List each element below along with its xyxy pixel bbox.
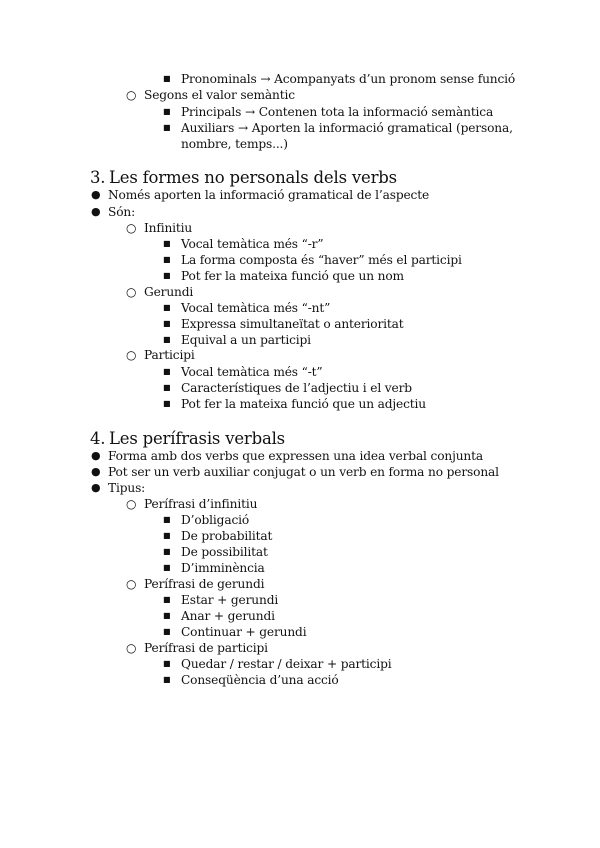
bullet-disc: ● (91, 465, 101, 478)
bullet-square: ■ (163, 531, 171, 540)
bullet-square: ■ (163, 319, 171, 328)
list-item: Estar + gerundi (181, 593, 279, 607)
bullet-square: ■ (163, 563, 171, 572)
bullet-square: ■ (163, 399, 171, 408)
bullet-square: ■ (163, 611, 171, 620)
list-item: Quedar / restar / deixar + participi (181, 657, 392, 671)
bullet-square: ■ (163, 335, 171, 344)
bullet-disc: ● (91, 205, 101, 218)
bullet-circle: ○ (126, 348, 137, 362)
list-item: La forma composta és “haver” més el participi (181, 253, 462, 267)
bullet-square: ■ (163, 271, 171, 280)
list-item: Perífrasi de gerundi (144, 577, 265, 591)
list-item: De probabilitat (181, 529, 273, 543)
list-item: Només aporten la informació gramatical de l’aspecte (108, 188, 430, 202)
bullet-square: ■ (163, 547, 171, 556)
list-item: D’imminència (181, 561, 265, 575)
list-item: Participi (144, 348, 195, 362)
list-item: Infinitiu (144, 221, 193, 235)
list-item: Conseqüència d’una acció (181, 673, 339, 687)
list-item: Equival a un participi (181, 333, 311, 347)
list-item: Són: (108, 205, 136, 219)
list-item: De possibilitat (181, 545, 268, 559)
section-number: 3. (90, 168, 106, 187)
list-item: Vocal temàtica més “-nt” (181, 301, 331, 315)
list-item: Pot fer la mateixa funció que un nom (181, 269, 404, 283)
bullet-square: ■ (163, 595, 171, 604)
list-item: D’obligació (181, 513, 250, 527)
bullet-disc: ● (91, 449, 101, 462)
list-item: Segons el valor semàntic (144, 88, 295, 102)
bullet-circle: ○ (126, 221, 137, 235)
bullet-disc: ● (91, 188, 101, 201)
bullet-square: ■ (163, 123, 171, 132)
list-item: Forma amb dos verbs que expressen una idea verbal conjunta (108, 449, 483, 463)
list-item: Vocal temàtica més “-t” (181, 365, 323, 379)
section-number: 4. (90, 429, 106, 448)
list-item: Continuar + gerundi (181, 625, 307, 639)
bullet-square: ■ (163, 515, 171, 524)
bullet-square: ■ (163, 303, 171, 312)
bullet-square: ■ (163, 627, 171, 636)
bullet-disc: ● (91, 481, 101, 494)
list-item: Pronominals → Acompanyats d’un pronom sense funció (181, 72, 516, 86)
bullet-square: ■ (163, 675, 171, 684)
bullet-square: ■ (163, 255, 171, 264)
bullet-circle: ○ (126, 497, 137, 511)
list-item: Perífrasi de participi (144, 641, 268, 655)
list-item: Vocal temàtica més “-r” (181, 237, 324, 251)
bullet-square: ■ (163, 367, 171, 376)
section-title: Les formes no personals dels verbs (109, 168, 397, 187)
list-item: Perífrasi d’infinitiu (144, 497, 258, 511)
list-item: Anar + gerundi (181, 609, 275, 623)
bullet-square: ■ (163, 74, 171, 83)
bullet-circle: ○ (126, 285, 137, 299)
bullet-square: ■ (163, 659, 171, 668)
bullet-square: ■ (163, 107, 171, 116)
list-item: Principals → Contenen tota la informació semàntica (181, 105, 494, 119)
list-item: Tipus: (108, 481, 146, 495)
list-item: Auxiliars → Aporten la informació gramatical (persona, nombre, temps...) (181, 121, 513, 151)
section-title: Les perífrasis verbals (109, 429, 285, 448)
bullet-circle: ○ (126, 577, 137, 591)
bullet-circle: ○ (126, 641, 137, 655)
list-item: Característiques de l’adjectiu i el verb (181, 381, 412, 395)
list-item: Pot ser un verb auxiliar conjugat o un verb en forma no personal (108, 465, 499, 479)
bullet-circle: ○ (126, 88, 137, 102)
list-item: Pot fer la mateixa funció que un adjectiu (181, 397, 426, 411)
bullet-square: ■ (163, 239, 171, 248)
list-item: Gerundi (144, 285, 194, 299)
bullet-square: ■ (163, 383, 171, 392)
list-item: Expressa simultaneïtat o anterioritat (181, 317, 404, 331)
